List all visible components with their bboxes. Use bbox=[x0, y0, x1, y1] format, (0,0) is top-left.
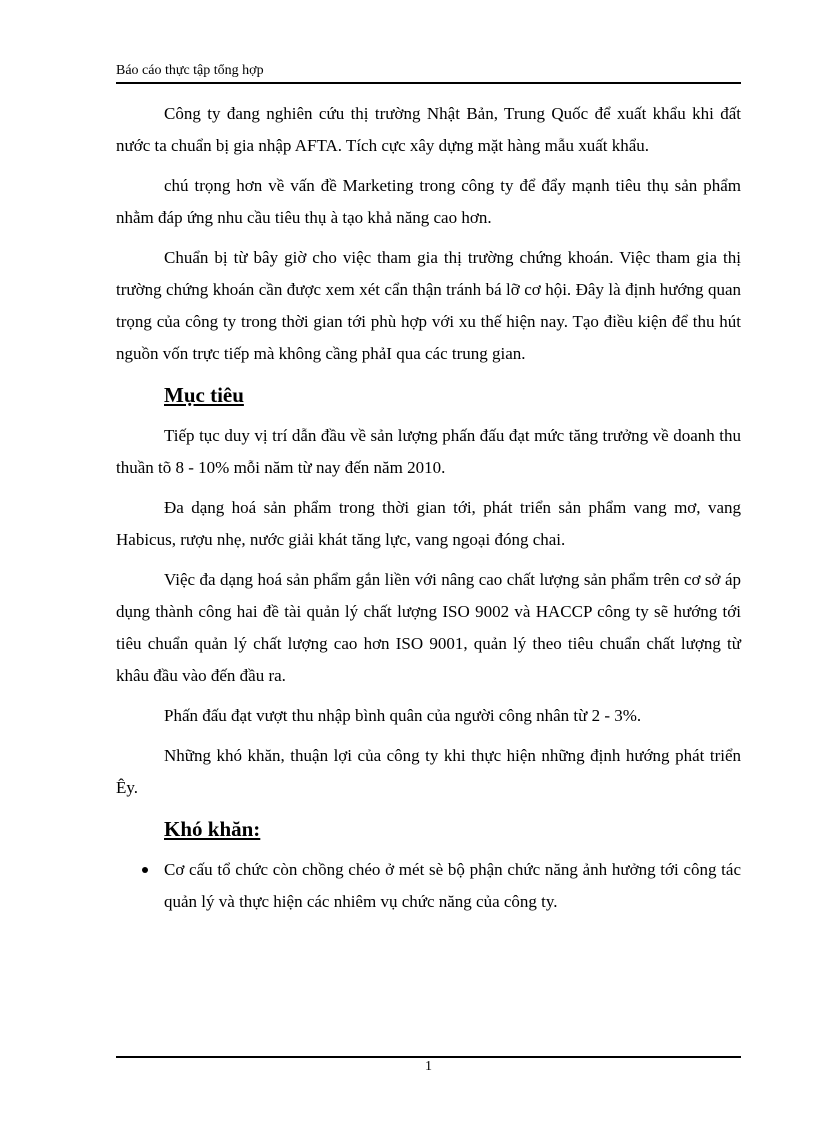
paragraph-marketing: chú trọng hơn về vấn đề Marketing trong công ty để đẩy mạnh tiêu thụ sản phẩm nhằm đáp ứng nhu cầu tiêu thụ à tạo khả năng cao hơn. bbox=[116, 176, 741, 227]
paragraph-stock-market: Chuẩn bị từ bây giờ cho việc tham gia thị trường chứng khoán. Việc tham gia thị trường chứng khoán cần được xem xét cẩn thận tránh bá lỡ cơ hội. Đây là định hướng quan trọng của công ty trong thời gian tới phù hợp với xu thế hiện nay. Tạo điều kiện để thu hút nguồn vốn trực tiếp mà không cầng phảI qua các trung gian. bbox=[116, 248, 741, 363]
paragraph-goal-income: Phấn đấu đạt vượt thu nhập bình quân của người công nhân từ 2 - 3%. bbox=[164, 706, 642, 725]
section-heading-goals: Mục tiêu bbox=[164, 383, 244, 407]
page-header: Báo cáo thực tập tổng hợp bbox=[116, 63, 264, 78]
paragraph-goal-challenges: Những khó khăn, thuận lợi của công ty khi thực hiện những định hướng phát triển Êy. bbox=[116, 746, 741, 797]
bullet-icon bbox=[142, 867, 148, 873]
section-heading-difficulties: Khó khăn: bbox=[164, 817, 261, 841]
difficulties-list bbox=[116, 854, 741, 918]
document-body bbox=[116, 98, 741, 918]
paragraph-goal-diversify: Đa dạng hoá sản phẩm trong thời gian tới, phát triển sản phẩm vang mơ, vang Habicus, rượu nhẹ, nước giải khát tăng lực, vang ngoại đóng chai. bbox=[116, 498, 741, 549]
paragraph-goal-revenue: Tiếp tục duy vị trí dẫn đầu về sản lượng phấn đấu đạt mức tăng trưởng về doanh thu thuần tõ 8 - 10% mỗi năm từ nay đến năm 2010. bbox=[116, 426, 741, 477]
paragraph-export-research: Công ty đang nghiên cứu thị trường Nhật Bản, Trung Quốc để xuất khẩu khi đất nước ta chuẩn bị gia nhập AFTA. Tích cực xây dựng mặt hàng mẫu xuất khẩu. bbox=[116, 104, 741, 155]
list-item bbox=[116, 854, 741, 918]
page-number: 1 bbox=[425, 1059, 432, 1074]
header-divider bbox=[116, 82, 741, 84]
list-item-text: Cơ cấu tổ chức còn chồng chéo ở mét sè bộ phận chức năng ảnh hưởng tới công tác quản lý và thực hiện các nhiêm vụ chức năng của công ty. bbox=[164, 860, 741, 911]
paragraph-goal-quality: Việc đa dạng hoá sản phẩm gắn liền với nâng cao chất lượng sản phẩm trên cơ sở áp dụng thành công hai đề tài quản lý chất lượng ISO 9002 và HACCP công ty sẽ hướng tới tiêu chuẩn quản lý chất lượng cao hơn ISO 9001, quản lý theo tiêu chuẩn chất lượng từ khâu đầu vào đến đầu ra. bbox=[116, 570, 741, 685]
